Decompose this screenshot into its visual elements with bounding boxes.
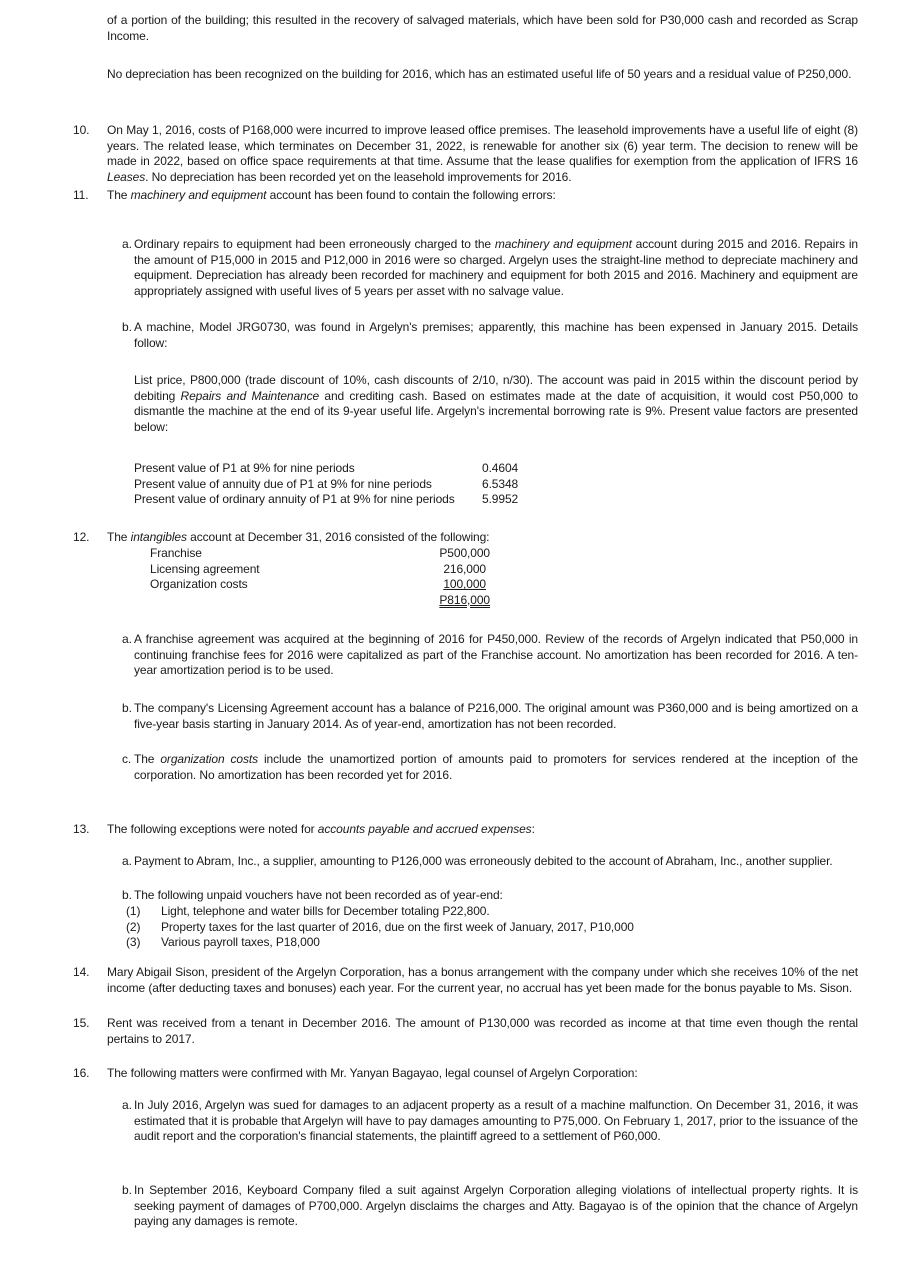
item-16b-text: In September 2016, Keyboard Company filed a suit against Argelyn Corporation alleging violations of intellectual property rights. It is seeking payment of damages of P700,000. Argelyn disclaims the charges and Atty. Bagayao is of the opinion that the chance of Argelyn paying any damages is remote. [134,1183,858,1229]
list-item [126,920,856,936]
item-number: 15. [73,1016,90,1030]
text: The [107,188,131,202]
text-italic: organization costs [160,752,258,766]
item-letter: a. [122,854,132,868]
text: : [531,822,535,836]
voucher-list [126,904,856,951]
intangibles-table [150,546,490,608]
item-letter: b. [122,701,132,715]
item-11-text [107,188,858,204]
intangible-row [150,562,490,578]
item-number: 13. [73,822,90,836]
text-italic: machinery and equipment [494,237,632,251]
text: Ordinary repairs to equipment had been erroneously charged to the [134,237,495,251]
present-value-table [134,461,519,508]
pv-value: 5.9952 [482,492,519,507]
list-text: Various payroll taxes, P18,000 [161,935,320,950]
intangible-row [150,577,490,593]
item-12a-text: A franchise agreement was acquired at the beginning of 2016 for P450,000. Review of the records of Argelyn indicated that P50,000 in continuing franchise fees for 2016 were capitalized as part of the Franchise account. No amortization has been recorded for 2016. A ten-year amortization period is to be used. [134,632,858,678]
item-number: 11. [73,188,89,202]
intangible-label: Licensing agreement [150,561,260,576]
text: and crediting cash. Based on estimates made at the date of acquisition, it would cost P50,000 to dismantle the machine at the end of its 9-year useful life. Argelyn's incremental borrowing rate is 9%. Present value factors are presented below: [134,388,858,434]
item-number: 10. [73,123,90,137]
item-number: 16. [73,1066,90,1080]
item-11a-text [134,237,858,299]
intangible-value: 100,000 [443,577,486,592]
item-number: 14. [73,965,90,979]
item-letter: a. [122,1098,132,1112]
text-italic: Leases [107,169,146,184]
item-11b-text: A machine, Model JRG0730, was found in Argelyn's premises; apparently, this machine has been expensed in January 2015. Details follow: [134,320,858,350]
item-10-text [107,123,858,185]
text: List price, P800,000 (trade discount of 10%, cash discounts of 2/10, n/30). The account was paid in 2015 within the discount period by debiting [134,373,858,403]
text: The [134,752,161,766]
item-13-text [107,822,858,838]
intangible-total-row [150,593,490,609]
item-15-text: Rent was received from a tenant in December 2016. The amount of P130,000 was recorded as income at that time even though the rental pertains to 2017. [107,1016,858,1046]
pv-label: Present value of ordinary annuity of P1 at 9% for nine periods [134,492,455,507]
item-letter: a. [122,632,132,646]
item-13a-text: Payment to Abram, Inc., a supplier, amounting to P126,000 was erroneously debited to the account of Abraham, Inc., another supplier. [134,854,833,868]
pv-row [134,461,519,477]
text: account during 2015 and 2016. Repairs in the amount of P15,000 in 2015 and P12,000 in 2016 were so charged. Argelyn uses the straight-line method to depreciate machinery and equipment. Depreciation has already been recorded for machinery and equipment for both 2015 and 2016. Machinery and equipment are appropriately assigned with useful lives of 5 years per asset with no salvage value. [134,237,858,298]
item-13b-text: The following unpaid vouchers have not been recorded as of year-end: [134,888,503,902]
text: . No depreciation has been recorded yet on the leasehold improvements for 2016. [145,169,572,184]
item-16a-text: In July 2016, Argelyn was sued for damages to an adjacent property as a result of a machine malfunction. On December 31, 2016, it was estimated that it is probable that Argelyn will have to pay damages amounting to P75,000. On February 1, 2017, prior to the issuance of the audit report and the corporation's financial statements, the plaintiff agreed to a settlement of P60,000. [134,1098,858,1144]
intangible-value: 216,000 [443,561,486,576]
paragraph-building-depreciation: No depreciation has been recognized on the building for 2016, which has an estimated useful life of 50 years and a residual value of P250,000. [107,67,852,81]
item-12-text [107,530,858,546]
intangible-total: P816,000 [439,592,490,607]
pv-value: 6.5348 [482,476,519,491]
list-number: (3) [126,935,141,950]
item-letter: b. [122,1183,132,1197]
text: account at December 31, 2016 consisted of the following: [186,530,490,544]
intangible-row [150,546,490,562]
text: The following exceptions were noted for [107,822,318,836]
item-letter: a. [122,237,132,251]
text-italic: Repairs and Maintenance [180,388,320,403]
paragraph-scrap-income: of a portion of the building; this resulted in the recovery of salvaged materials, which have been sold for P30,000 cash and recorded as Scrap Income. [107,13,858,43]
item-12b-text: The company's Licensing Agreement account has a balance of P216,000. The original amount was P360,000 and is being amortized on a five-year basis starting in January 2014. As of year-end, amortization has not been recorded. [134,701,858,731]
pv-label: Present value of annuity due of P1 at 9% for nine periods [134,476,432,491]
item-letter: c. [122,752,132,766]
item-16-text: The following matters were confirmed with Mr. Yanyan Bagayao, legal counsel of Argelyn Corporation: [107,1066,638,1080]
pv-value: 0.4604 [482,461,519,475]
intangible-value: P500,000 [439,546,490,560]
list-item [126,935,856,951]
pv-row [134,476,519,493]
text-italic: machinery and equipment [130,188,267,202]
item-11b-details [134,373,858,435]
list-item [126,904,856,920]
pv-row [134,492,519,508]
list-number: (1) [126,904,141,918]
text: On May 1, 2016, costs of P168,000 were incurred to improve leased office premises. The leasehold improvements have a useful life of eight (8) years. The related lease, which terminates on December 31, 2022, is renewable for another six (6) year term. The decision to renew will be made in 2022, based on office space requirements at that time. Assume that the lease qualifies for exemption from the application of IFRS 16 [107,123,858,169]
list-number: (2) [126,919,141,934]
intangible-label: Organization costs [150,577,248,592]
item-14-text: Mary Abigail Sison, president of the Argelyn Corporation, has a bonus arrangement with the company under which she receives 10% of the net income (after deducting taxes and bonuses) each year. For the current year, no accrual has yet been made for the bonus payable to Ms. Sison. [107,965,858,995]
intangible-label: Franchise [150,546,202,560]
text: The [107,530,131,544]
item-12c-text [134,752,858,783]
list-text: Property taxes for the last quarter of 2016, due on the first week of January, 2017, P10,000 [161,919,634,934]
text-italic: intangibles [130,530,187,544]
text: account has been found to contain the following errors: [266,188,556,202]
text: include the unamortized portion of amounts paid to promoters for services rendered at the inception of the corporation. No amortization has been recorded yet for 2016. [134,752,858,782]
item-letter: b. [122,888,132,902]
pv-label: Present value of P1 at 9% for nine periods [134,461,355,475]
text-italic: accounts payable and accrued expenses [317,822,532,836]
item-number: 12. [73,530,90,544]
list-text: Light, telephone and water bills for December totaling P22,800. [161,904,490,918]
item-letter: b. [122,320,132,334]
